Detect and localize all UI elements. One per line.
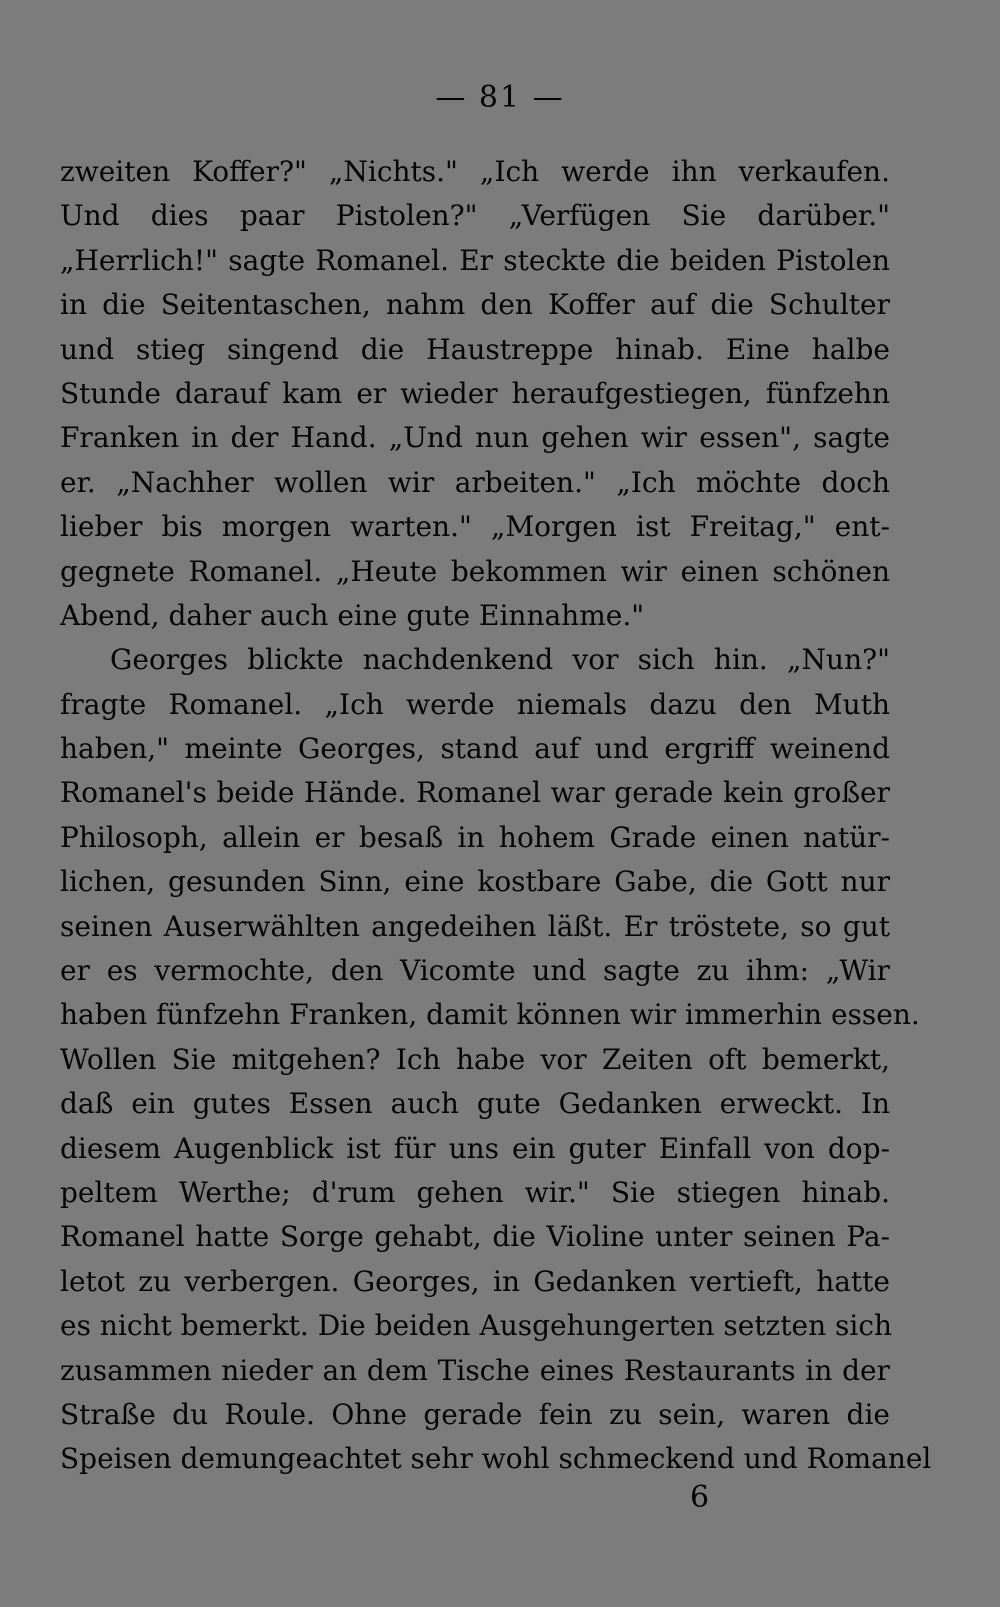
text-line: gegnete Romanel. „Heute bekommen wir einen schönen (60, 554, 890, 588)
page-number: — 81 — (435, 80, 565, 115)
text-line: Romanel hatte Sorge gehabt, die Violine unter seinen Pa- (60, 1220, 890, 1254)
text-line: in die Seitentaschen, nahm den Koffer auf die Schulter (60, 288, 890, 322)
text-line: lichen, gesunden Sinn, eine kostbare Gabe, die Gott nur (60, 865, 890, 899)
text-line: diesem Augenblick ist für uns ein guter Einfall von dop- (60, 1131, 890, 1165)
text-line: Speisen demungeachtet sehr wohl schmeckend und Romanel (60, 1442, 932, 1476)
text-line: er. „Nachher wollen wir arbeiten." „Ich möchte doch (60, 465, 890, 499)
signature-mark: 6 (690, 1480, 710, 1515)
text-line: fragte Romanel. „Ich werde niemals dazu den Muth (60, 687, 890, 721)
text-line: Abend, daher auch eine gute Einnahme." (60, 598, 645, 632)
text-line: Philosoph, allein er besaß in hohem Grade einen natür- (60, 820, 890, 854)
text-line: haben fünfzehn Franken, damit können wir immerhin essen. (60, 998, 920, 1032)
text-line: zusammen nieder an dem Tische eines Restaurants in der (60, 1353, 890, 1387)
text-line: seinen Auserwählten angedeihen läßt. Er tröstete, so gut (60, 909, 890, 943)
text-line: Und dies paar Pistolen?" „Verfügen Sie darüber." (60, 199, 890, 233)
text-line: Stunde darauf kam er wieder heraufgestiegen, fünfzehn (60, 376, 890, 410)
text-line: Romanel's beide Hände. Romanel war gerade kein großer (60, 776, 890, 810)
text-line: zweiten Koffer?" „Nichts." „Ich werde ihn verkaufen. (60, 155, 890, 188)
text-line: Franken in der Hand. „Und nun gehen wir essen", sagte (60, 421, 890, 455)
text-line: peltem Werthe; d'rum gehen wir." Sie stiegen hinab. (60, 1175, 890, 1209)
body-text (60, 150, 932, 1482)
text-line: „Herrlich!" sagte Romanel. Er steckte die beiden Pistolen (60, 243, 890, 277)
text-line: Georges blickte nachdenkend vor sich hin. „Nun?" (110, 643, 890, 677)
text-line: lieber bis morgen warten." „Morgen ist Freitag," ent- (60, 510, 890, 544)
text-line: es nicht bemerkt. Die beiden Ausgehungerten setzten sich (60, 1309, 893, 1343)
text-line: Wollen Sie mitgehen? Ich habe vor Zeiten oft bemerkt, (60, 1042, 890, 1076)
text-line: und stieg singend die Haustreppe hinab. Eine halbe (60, 332, 890, 366)
text-line: haben," meinte Georges, stand auf und ergriff weinend (60, 732, 890, 766)
text-line: Straße du Roule. Ohne gerade fein zu sein, waren die (60, 1397, 890, 1431)
text-line: daß ein gutes Essen auch gute Gedanken erweckt. In (60, 1087, 890, 1121)
text-line: letot zu verbergen. Georges, in Gedanken vertieft, hatte (60, 1264, 890, 1298)
text-line: er es vermochte, den Vicomte und sagte zu ihm: „Wir (60, 954, 890, 988)
